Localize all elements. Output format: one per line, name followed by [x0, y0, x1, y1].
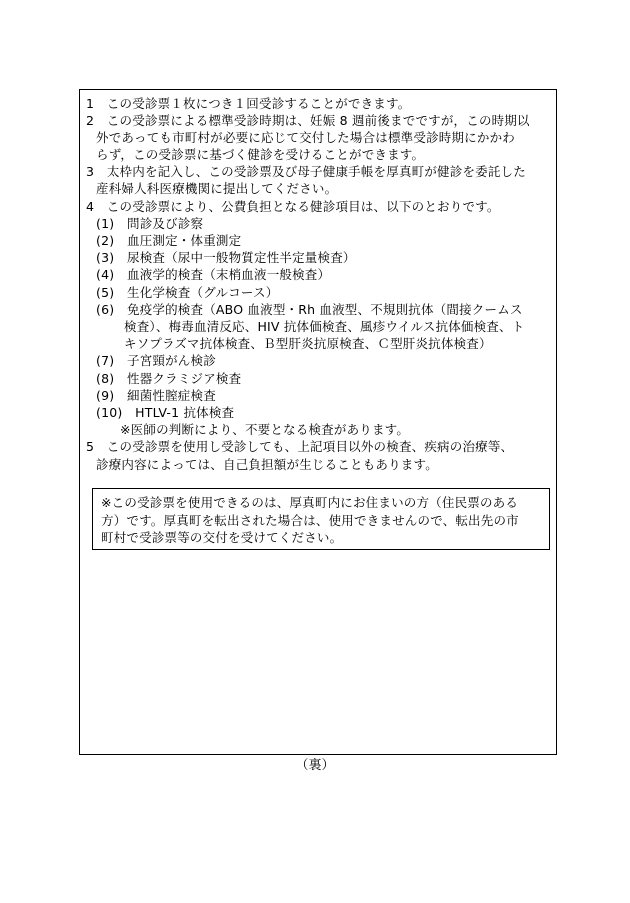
item-1-line-1: 1 この受診票１枚につき１回受診することができます。 [86, 96, 411, 111]
item-4-line-1: 4 この受診票により、公費負担となる健診項目は、以下のとおりです。 [86, 199, 500, 214]
subitem-10: (10) HTLV-1 抗体検査 [96, 405, 235, 420]
notice-line-1: ※この受診票を使用できるのは、厚真町内にお住まいの方（住民票のある [101, 495, 519, 510]
subitem-6-line-2: 検査）、梅毒血清反応、HIV 抗体価検査、風疹ウイルス抗体価検査、ト [124, 319, 525, 334]
notice-line-2: 方）です。厚真町を転出された場合は、使用できませんので、転出先の市 [101, 513, 519, 528]
subitem-9: (9) 細菌性膣症検査 [96, 388, 216, 403]
subitem-4: (4) 血液学的検査（末梢血液一般検査） [96, 267, 331, 282]
subitem-3: (3) 尿検査（尿中一般物質定性半定量検査） [96, 250, 356, 265]
subitem-2: (2) 血圧測定・体重測定 [96, 233, 242, 248]
item-3-line-1: 3 太枠内を記入し、この受診票及び母子健康手帳を厚真町が健診を委託した [86, 164, 526, 179]
residency-notice-box [92, 488, 550, 550]
item-2-line-3: らず，この受診票に基づく健診を受けることができます。 [96, 147, 425, 162]
subitem-5: (5) 生化学検査（グルコース） [96, 285, 279, 300]
subitem-6-line-3: キソプラズマ抗体検査、Ｂ型肝炎抗原検査、Ｃ型肝炎抗体検査） [124, 336, 492, 351]
item-5-line-1: 5 この受診票を使用し受診しても、上記項目以外の検査、疾病の治療等、 [86, 439, 514, 454]
subitem-8: (8) 性器クラミジア検査 [96, 371, 242, 386]
item-5-line-2: 診療内容によっては、自己負担額が生じることもあります。 [96, 457, 438, 472]
notice-line-3: 町村で受診票等の交付を受けてください。 [101, 530, 343, 545]
item-2-line-1: 2 この受診票による標準受診時期は、妊娠 8 週前後までですが，この時期以 [86, 113, 530, 128]
subitem-6-line-1: (6) 免疫学的検査（ABO 血液型・Rh 血液型、不規則抗体（間接クームス [96, 302, 523, 317]
page-side-label: （裏） [295, 758, 335, 773]
doctor-judgement-note: ※医師の判断により、不要となる検査があります。 [120, 422, 410, 437]
item-2-line-2: 外であっても市町村が必要に応じて交付した場合は標準受診時期にかかわ [96, 130, 515, 145]
subitem-7: (7) 子宮頸がん検診 [96, 353, 216, 368]
item-3-line-2: 産科婦人科医療機関に提出してください。 [96, 181, 338, 196]
subitem-1: (1) 問診及び診察 [96, 216, 204, 231]
